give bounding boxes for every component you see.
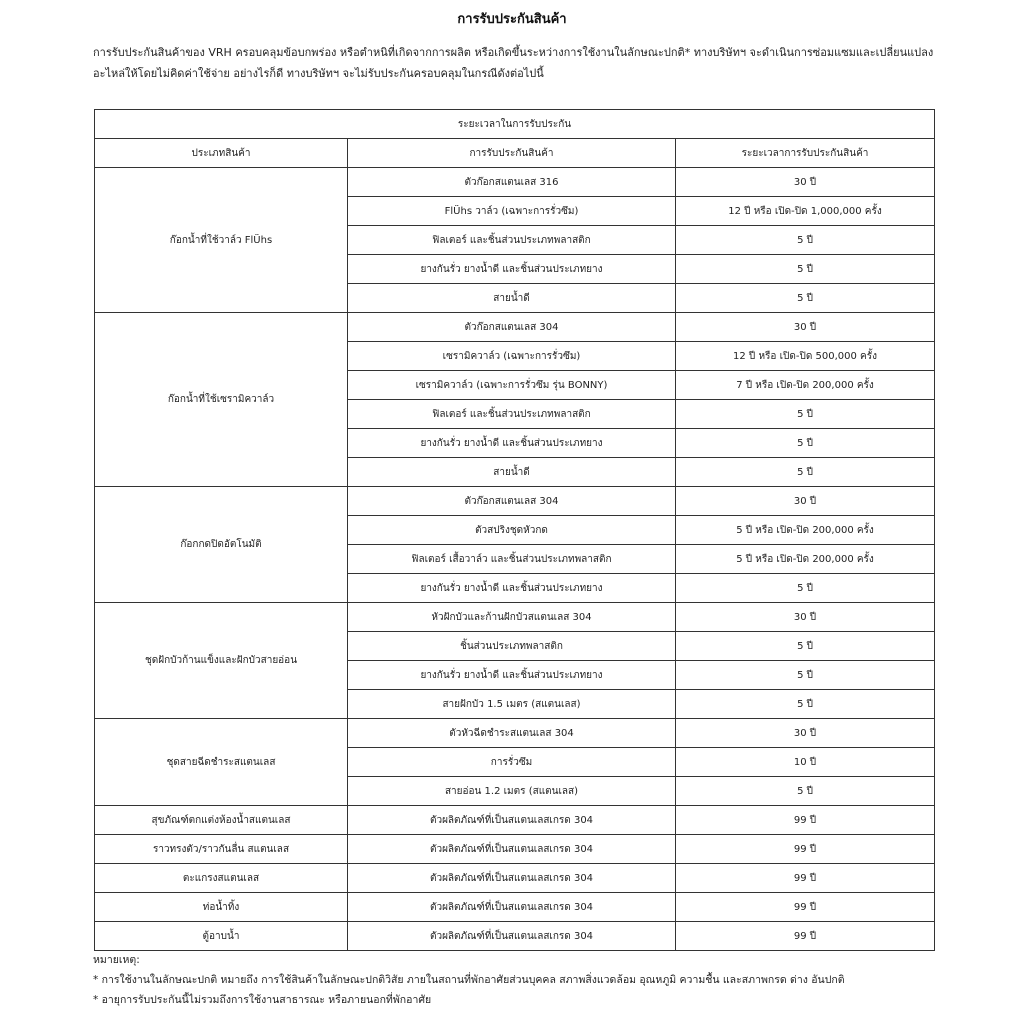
warranty-table	[94, 109, 935, 951]
note-item: * อายุการรับประกันนี้ไม่รวมถึงการใช้งานสาธารณะ หรือภายนอกที่พักอาศัย	[93, 994, 432, 1006]
notes-section	[93, 950, 943, 1010]
product-type-cell: ตะแกรงสแตนเลส	[95, 864, 348, 893]
intro-paragraph: การรับประกันสินค้าของ VRH ครอบคลุมข้อบกพร่อง หรือตำหนิที่เกิดจากการผลิต หรือเกิดขึ้นระหว่างการใช้งานในลักษณะปกติ* ทางบริษัทฯ จะดำเนินการซ่อมแซมและเปลี่ยนแปลงอะไหล่ให้โดยไม่คิดค่าใช้จ่าย อย่างไรก็ดี ทางบริษัทฯ จะไม่รับประกันครอบคลุมในกรณีดังต่อไปนี้	[93, 46, 934, 80]
warranty-item-cell: ยางกันรั่ว ยางน้ำดี และชิ้นส่วนประเภทยาง	[348, 429, 676, 458]
warranty-period-cell: 5 ปี	[676, 661, 935, 690]
warranty-period-cell: 5 ปี	[676, 429, 935, 458]
warranty-period-cell: 30 ปี	[676, 603, 935, 632]
notes-heading: หมายเหตุ:	[93, 954, 140, 966]
warranty-item-cell: ตัวผลิตภัณฑ์ที่เป็นสแตนเลสเกรด 304	[348, 893, 676, 922]
warranty-item-cell: ตัวหัวฉีดชำระสแตนเลส 304	[348, 719, 676, 748]
header-warranty-period: ระยะเวลาการรับประกันสินค้า	[676, 139, 935, 168]
note-item: * การใช้งานในลักษณะปกติ หมายถึง การใช้สินค้าในลักษณะปกติวิสัย ภายในสถานที่พักอาศัยส่วนบุคคล สภาพสิ่งแวดล้อม อุณหภูมิ ความชื้น และสภาพกรด ด่าง อันปกติ	[93, 974, 845, 986]
warranty-item-cell: ยางกันรั่ว ยางน้ำดี และชิ้นส่วนประเภทยาง	[348, 661, 676, 690]
warranty-period-cell: 5 ปี	[676, 284, 935, 313]
warranty-period-cell: 5 ปี	[676, 690, 935, 719]
product-type-cell: ตู้อาบน้ำ	[95, 922, 348, 951]
warranty-period-cell: 5 ปี	[676, 777, 935, 806]
warranty-item-cell: ฟิลเตอร์ และชิ้นส่วนประเภทพลาสติก	[348, 400, 676, 429]
warranty-period-cell: 99 ปี	[676, 893, 935, 922]
warranty-item-cell: ตัวก๊อกสแตนเลส 304	[348, 487, 676, 516]
warranty-table-body	[95, 168, 935, 951]
warranty-period-cell: 5 ปี หรือ เปิด-ปิด 200,000 ครั้ง	[676, 545, 935, 574]
warranty-item-cell: ตัวก๊อกสแตนเลส 304	[348, 313, 676, 342]
warranty-item-cell: เซรามิควาล์ว (เฉพาะการรั่วซึม)	[348, 342, 676, 371]
table-row	[95, 603, 935, 632]
warranty-item-cell: ยางกันรั่ว ยางน้ำดี และชิ้นส่วนประเภทยาง	[348, 255, 676, 284]
warranty-period-cell: 10 ปี	[676, 748, 935, 777]
warranty-period-cell: 5 ปี	[676, 632, 935, 661]
warranty-item-cell: ฟิลเตอร์ เสื้อวาล์ว และชิ้นส่วนประเภทพลาสติก	[348, 545, 676, 574]
warranty-period-cell: 5 ปี หรือ เปิด-ปิด 200,000 ครั้ง	[676, 516, 935, 545]
warranty-item-cell: สายน้ำดี	[348, 284, 676, 313]
warranty-item-cell: เซรามิควาล์ว (เฉพาะการรั่วซึม รุ่น BONNY)	[348, 371, 676, 400]
warranty-period-cell: 30 ปี	[676, 719, 935, 748]
warranty-period-cell: 99 ปี	[676, 806, 935, 835]
warranty-period-cell: 12 ปี หรือ เปิด-ปิด 500,000 ครั้ง	[676, 342, 935, 371]
warranty-period-cell: 5 ปี	[676, 400, 935, 429]
table-caption: ระยะเวลาในการรับประกัน	[95, 110, 935, 139]
table-row	[95, 893, 935, 922]
warranty-item-cell: FlÜhs วาล์ว (เฉพาะการรั่วซึม)	[348, 197, 676, 226]
table-row	[95, 922, 935, 951]
warranty-period-cell: 5 ปี	[676, 255, 935, 284]
warranty-item-cell: สายอ่อน 1.2 เมตร (สแตนเลส)	[348, 777, 676, 806]
table-row	[95, 806, 935, 835]
warranty-item-cell: ชิ้นส่วนประเภทพลาสติก	[348, 632, 676, 661]
header-warranty-item: การรับประกันสินค้า	[348, 139, 676, 168]
table-row	[95, 864, 935, 893]
warranty-period-cell: 99 ปี	[676, 835, 935, 864]
warranty-period-cell: 30 ปี	[676, 168, 935, 197]
table-row	[95, 835, 935, 864]
product-type-cell: ก๊อกกดปิดอัตโนมัติ	[95, 487, 348, 603]
warranty-item-cell: ตัวสปริงชุดหัวกด	[348, 516, 676, 545]
warranty-period-cell: 99 ปี	[676, 864, 935, 893]
warranty-item-cell: ยางกันรั่ว ยางน้ำดี และชิ้นส่วนประเภทยาง	[348, 574, 676, 603]
table-row	[95, 487, 935, 516]
warranty-item-cell: ตัวก๊อกสแตนเลส 316	[348, 168, 676, 197]
table-row	[95, 313, 935, 342]
warranty-item-cell: ตัวผลิตภัณฑ์ที่เป็นสแตนเลสเกรด 304	[348, 806, 676, 835]
page-title: การรับประกันสินค้า	[457, 12, 567, 27]
warranty-item-cell: ฟิลเตอร์ และชิ้นส่วนประเภทพลาสติก	[348, 226, 676, 255]
header-product-type: ประเภทสินค้า	[95, 139, 348, 168]
product-type-cell: ราวทรงตัว/ราวกันลื่น สแตนเลส	[95, 835, 348, 864]
warranty-period-cell: 12 ปี หรือ เปิด-ปิด 1,000,000 ครั้ง	[676, 197, 935, 226]
table-row	[95, 168, 935, 197]
warranty-period-cell: 5 ปี	[676, 226, 935, 255]
warranty-period-cell: 7 ปี หรือ เปิด-ปิด 200,000 ครั้ง	[676, 371, 935, 400]
product-type-cell: ท่อน้ำทิ้ง	[95, 893, 348, 922]
warranty-item-cell: ตัวผลิตภัณฑ์ที่เป็นสแตนเลสเกรด 304	[348, 922, 676, 951]
product-type-cell: ก๊อกน้ำที่ใช้เซรามิควาล์ว	[95, 313, 348, 487]
table-row	[95, 719, 935, 748]
warranty-item-cell: สายฝักบัว 1.5 เมตร (สแตนเลส)	[348, 690, 676, 719]
product-type-cell: สุขภัณฑ์ตกแต่งห้องน้ำสแตนเลส	[95, 806, 348, 835]
warranty-item-cell: ตัวผลิตภัณฑ์ที่เป็นสแตนเลสเกรด 304	[348, 835, 676, 864]
product-type-cell: ชุดสายฉีดชำระสแตนเลส	[95, 719, 348, 806]
warranty-period-cell: 5 ปี	[676, 574, 935, 603]
warranty-period-cell: 30 ปี	[676, 487, 935, 516]
product-type-cell: ชุดฝักบัวก้านแข็งและฝักบัวสายอ่อน	[95, 603, 348, 719]
warranty-period-cell: 99 ปี	[676, 922, 935, 951]
warranty-item-cell: การรั่วซึม	[348, 748, 676, 777]
product-type-cell: ก๊อกน้ำที่ใช้วาล์ว FlÜhs	[95, 168, 348, 313]
warranty-item-cell: หัวฝักบัวและก้านฝักบัวสแตนเลส 304	[348, 603, 676, 632]
warranty-period-cell: 30 ปี	[676, 313, 935, 342]
warranty-item-cell: ตัวผลิตภัณฑ์ที่เป็นสแตนเลสเกรด 304	[348, 864, 676, 893]
warranty-item-cell: สายน้ำดี	[348, 458, 676, 487]
warranty-period-cell: 5 ปี	[676, 458, 935, 487]
